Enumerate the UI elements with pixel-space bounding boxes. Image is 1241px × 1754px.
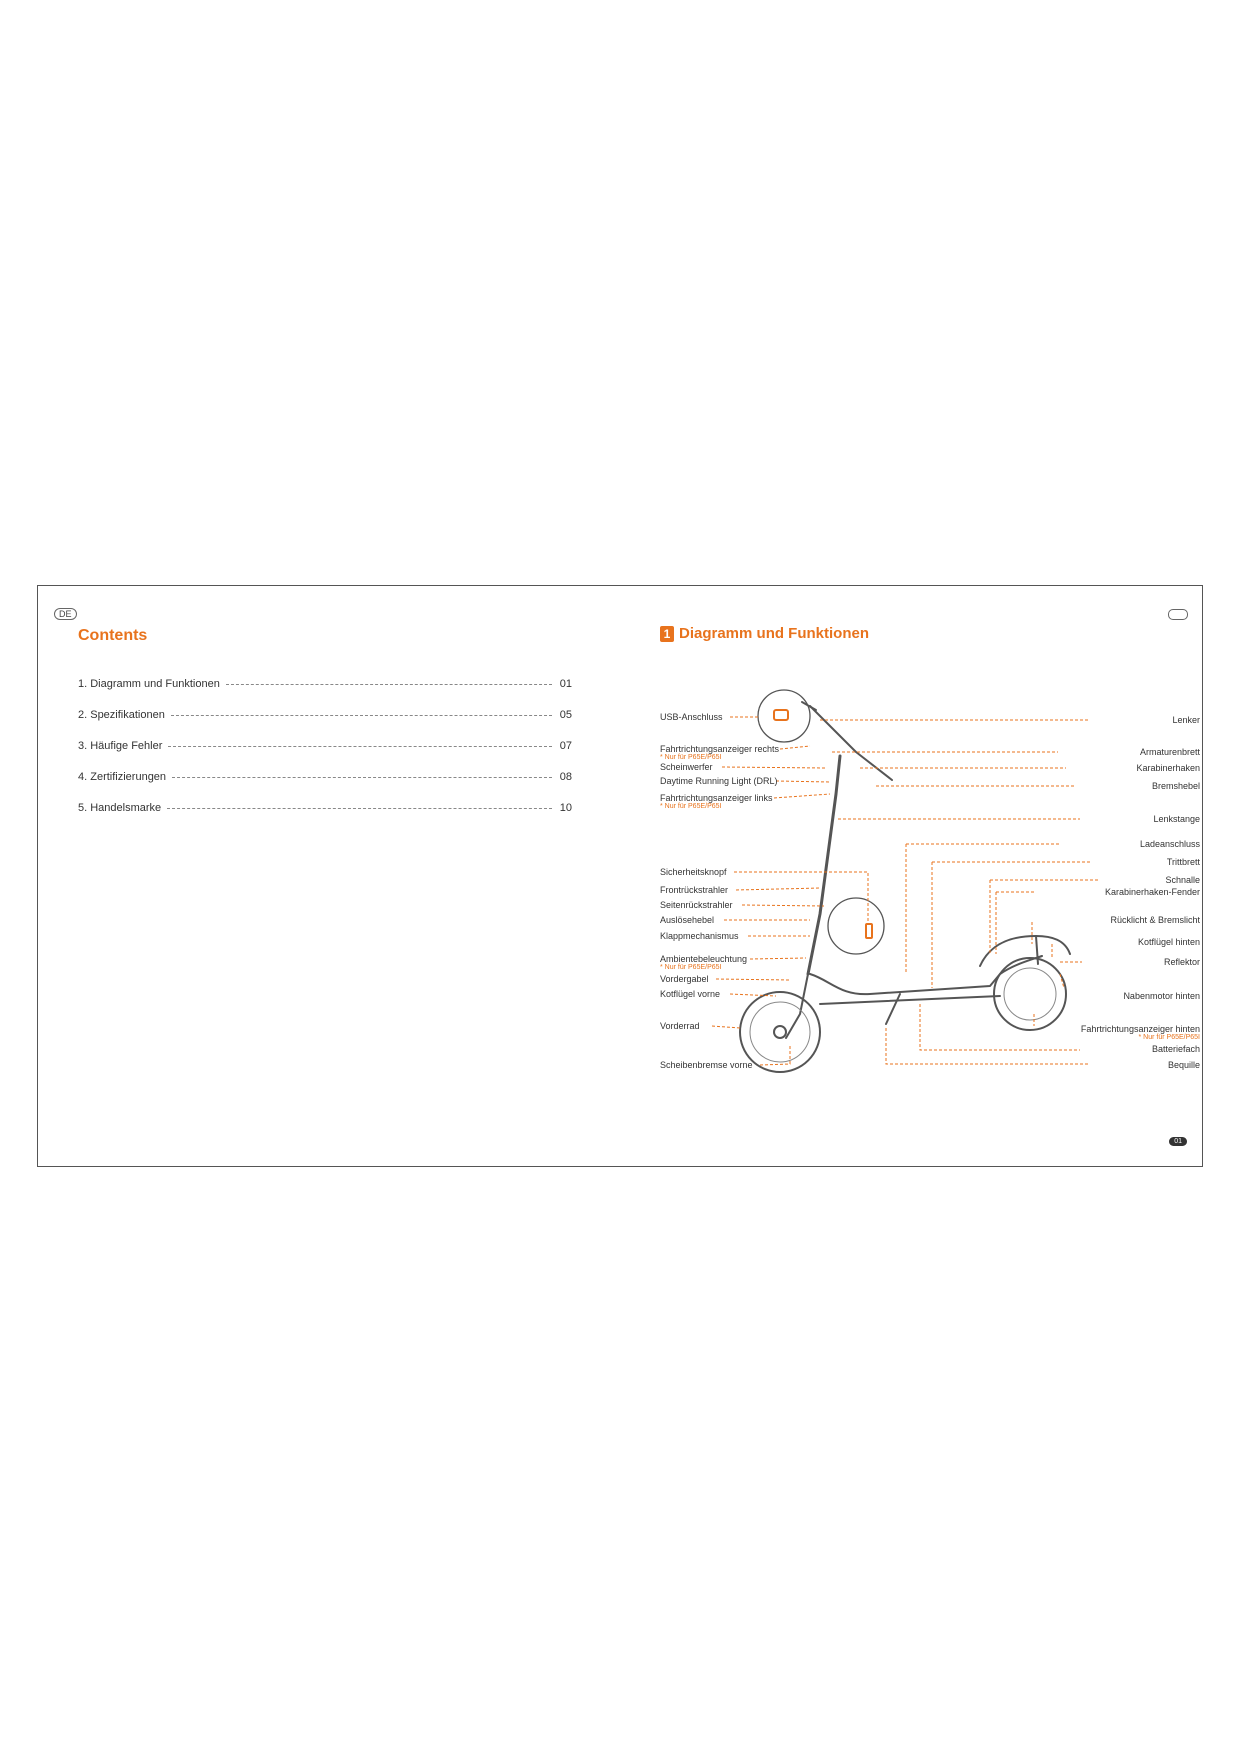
note-p65: * Nur für P65E/P65I [1138, 1034, 1200, 1041]
label-schnalle: Schnalle [1165, 875, 1200, 885]
toc-leader [168, 746, 552, 747]
toc-leader [171, 715, 552, 716]
label-trittbrett: Trittbrett [1166, 857, 1200, 867]
label-nabenmotor-hinten: Nabenmotor hinten [1123, 991, 1200, 1001]
label-ambientebeleuchtung: Ambientebeleuchtung [660, 954, 748, 964]
label-frontrueckstrahler: Frontrückstrahler [660, 885, 729, 895]
toc-item-label: 4. Zertifizierungen [78, 770, 167, 783]
toc-item-page: 08 [559, 770, 572, 783]
label-kotfluegel-hinten: Kotflügel hinten [1137, 937, 1200, 947]
label-fahrtrichtungsanzeiger-links: Fahrtrichtungsanzeiger links [660, 793, 773, 803]
toc-item-label: 5. Handelsmarke [78, 801, 162, 814]
section-heading [660, 625, 869, 642]
label-sicherheitsknopf: Sicherheitsknopf [660, 867, 727, 877]
label-drl: Daytime Running Light (DRL) [660, 776, 778, 786]
label-reflektor: Reflektor [1163, 957, 1200, 967]
toc-leader [226, 684, 552, 685]
label-seitenrueckstrahler: Seitenrückstrahler [660, 900, 733, 910]
label-scheibenbremse-vorne: Scheibenbremse vorne [660, 1060, 753, 1070]
toc-leader [167, 808, 552, 809]
manual-spread [37, 585, 1203, 1167]
label-batteriefach: Batteriefach [1151, 1044, 1200, 1054]
label-lenker: Lenker [1172, 715, 1200, 725]
toc-list [78, 668, 572, 823]
label-lenkstange: Lenkstange [1153, 814, 1200, 824]
toc-item-label: 1. Diagramm und Funktionen [78, 677, 220, 690]
label-vorderrad: Vorderrad [660, 1021, 700, 1031]
toc-item[interactable] [78, 792, 572, 823]
section-title: Diagramm und Funktionen [679, 625, 870, 642]
label-karabinerhaken: Karabinerhaken [1136, 763, 1200, 773]
label-ausloesehebel: Auslösehebel [660, 915, 715, 925]
toc-item-page: 01 [559, 677, 572, 690]
label-bequille: Bequille [1167, 1060, 1200, 1070]
scooter-diagram [660, 674, 1200, 1114]
note-p65: * Nur für P65E/P65I [660, 964, 722, 971]
toc-item[interactable] [78, 699, 572, 730]
toc-item-label: 2. Spezifikationen [78, 708, 165, 721]
label-scheinwerfer: Scheinwerfer [660, 762, 713, 772]
toc-item[interactable] [78, 730, 572, 761]
label-ruecklicht-bremslicht: Rücklicht & Bremslicht [1110, 915, 1200, 925]
toc-item-page: 10 [559, 801, 572, 814]
page-marker-icon [1168, 609, 1188, 620]
label-usb-anschluss: USB-Anschluss [660, 712, 723, 722]
toc-item-page: 07 [559, 739, 572, 752]
toc-item[interactable] [78, 668, 572, 699]
section-number-badge: 1 [660, 626, 674, 642]
label-ladeanschluss: Ladeanschluss [1139, 839, 1200, 849]
note-p65: * Nur für P65E/P65I [660, 754, 722, 761]
toc-title: Contents [78, 627, 148, 644]
label-bremshebel: Bremshebel [1151, 781, 1200, 791]
label-karabinerhaken-fender: Karabinerhaken-Fender [1104, 887, 1200, 897]
label-fahrtrichtungsanzeiger-hinten: Fahrtrichtungsanzeiger hinten [1080, 1024, 1200, 1034]
toc-leader [172, 777, 552, 778]
label-fahrtrichtungsanzeiger-rechts: Fahrtrichtungsanzeiger rechts [660, 744, 780, 754]
language-badge: DE [54, 608, 77, 620]
note-p65: * Nur für P65E/P65I [660, 803, 722, 810]
label-vordergabel: Vordergabel [660, 974, 709, 984]
label-kotfluegel-vorne: Kotflügel vorne [660, 989, 721, 999]
toc-item-label: 3. Häufige Fehler [78, 739, 163, 752]
toc-item-page: 05 [559, 708, 572, 721]
label-armaturenbrett: Armaturenbrett [1139, 747, 1200, 757]
toc-item[interactable] [78, 761, 572, 792]
page-number: 01 [1169, 1137, 1187, 1146]
label-klappmechanismus: Klappmechanismus [660, 931, 739, 941]
